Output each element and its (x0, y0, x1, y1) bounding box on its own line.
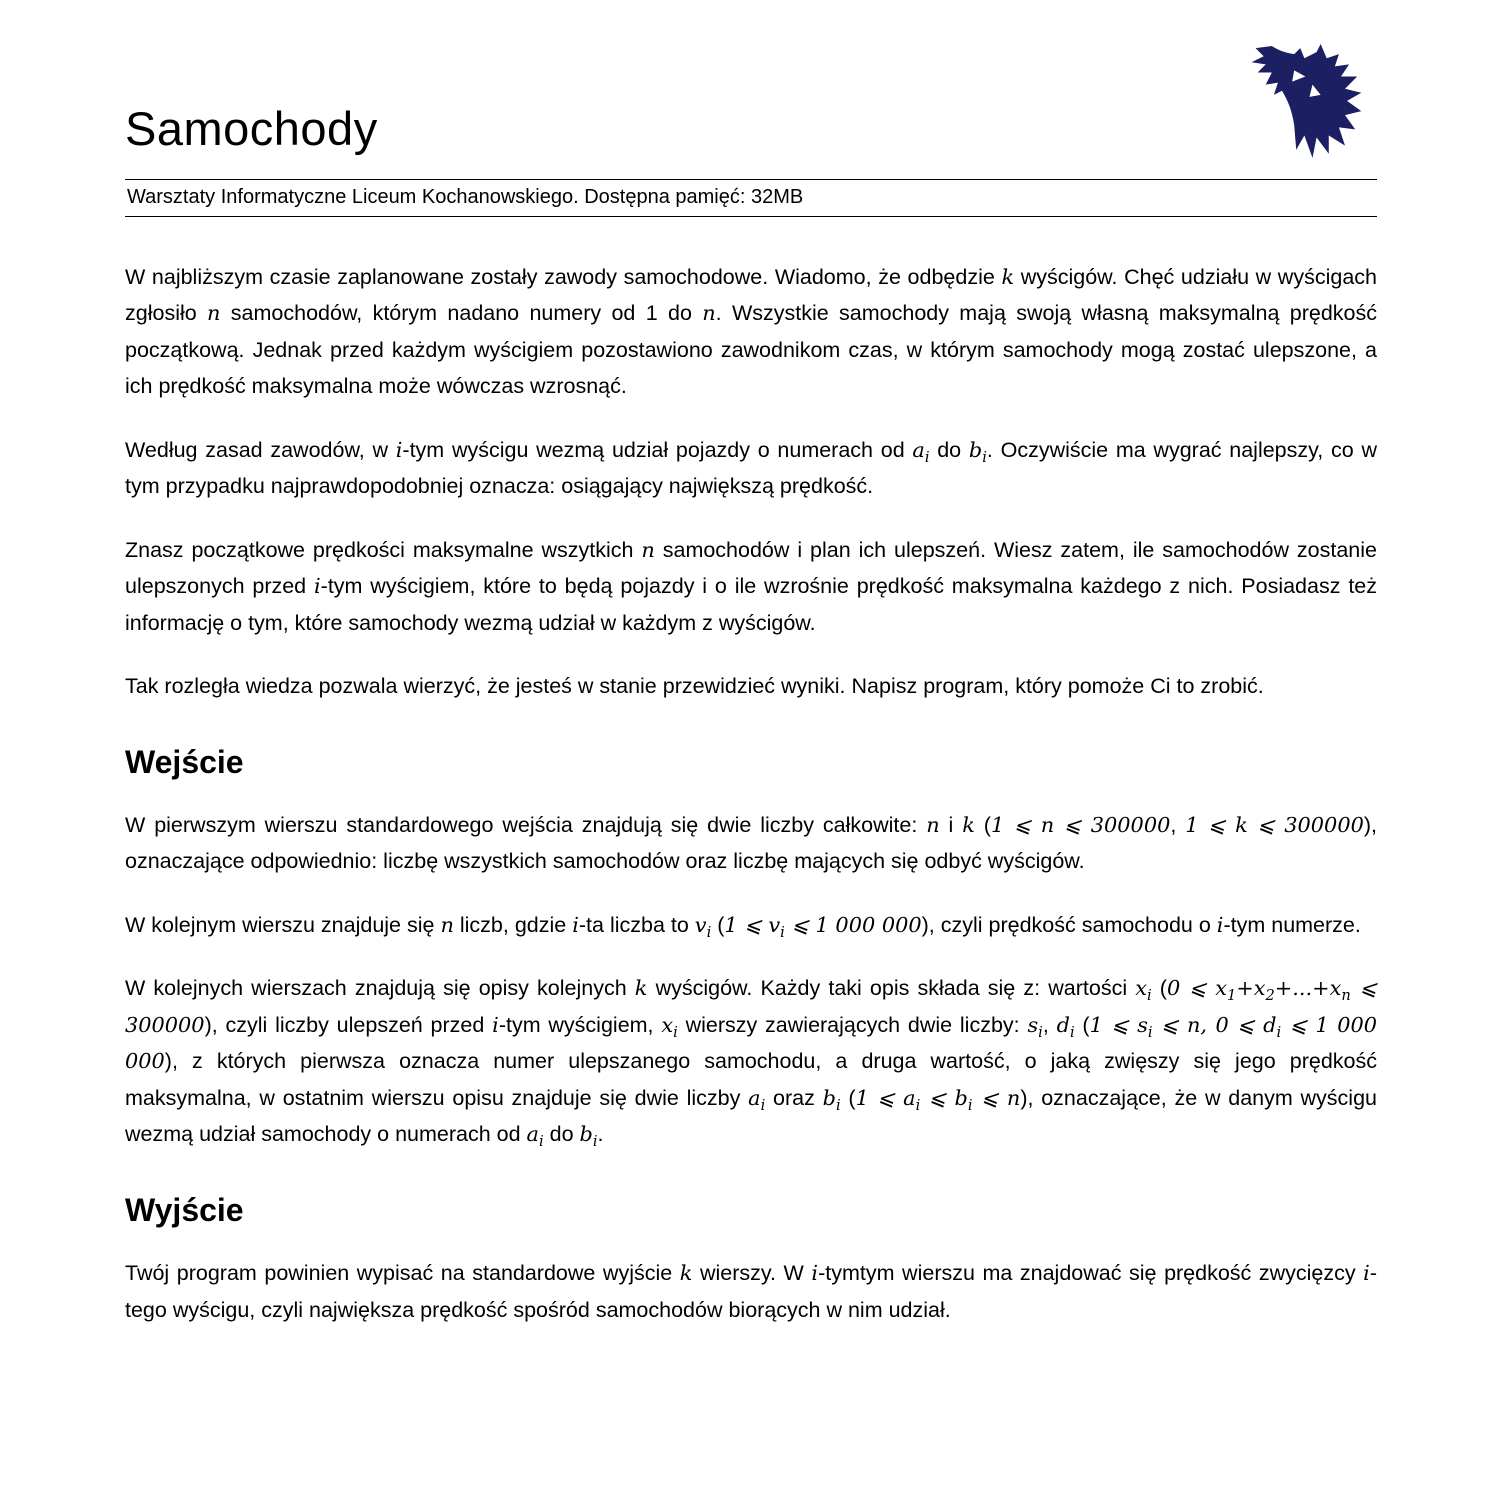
math-inline: 1 ⩽ $v_i$ ⩽ 1 000 000 (724, 912, 922, 942)
math-inline: i (811, 1261, 819, 1286)
document-subtitle: Warsztaty Informatyczne Liceum Kochanowskiego. Dostępna pamięć: 32MB (127, 185, 804, 208)
document-content (125, 0, 1377, 1355)
math-inline: $a_i$ (748, 1085, 766, 1115)
section-heading: Wejście (125, 743, 244, 780)
paragraph: Tak rozległa wiedza pozwala wierzyć, że jesteś w stanie przewidzieć wyniki. Napisz program, który pomoże Ci to zrobić. (125, 674, 1264, 699)
math-inline: n (926, 812, 940, 837)
math-inline: 1 ⩽ k ⩽ 300000 (1185, 812, 1364, 837)
page-title: Samochody (125, 102, 378, 155)
math-inline: n (641, 537, 655, 562)
section-heading: Wyjście (125, 1191, 244, 1228)
math-inline: $x_i$ (1135, 976, 1152, 1005)
math-inline: k (1001, 264, 1015, 289)
math-inline: i (395, 437, 403, 462)
paragraph: Twój program powinien wypisać na standardowe wyjście k wierszy. W i-tymtym wierszu ma znajdować się prędkość zwycięzcy i-tego wyścigu, czyli największa prędkość spośród samochodów biorących w nim udział. (125, 1261, 1378, 1322)
math-inline: $v_i$ (694, 912, 712, 942)
paragraph: Według zasad zawodów, w i-tym wyścigu wezmą udział pojazdy o numerach od $a_i$ do $b_i$. Oczywiście ma wygrać najlepszy, co w tym przypadku najprawdopodobniej oznacza: osiągający największą prędkość. (125, 437, 1377, 499)
math-inline: $b_i$ (968, 437, 987, 466)
paragraph: W kolejnym wierszu znajduje się n liczb, gdzie i-ta liczba to $v_i$ (1 ⩽ $v_i$ ⩽ 1 000 000), czyli prędkość samochodu o i-tym numerze. (125, 912, 1361, 942)
math-inline: $a_i$ (526, 1122, 544, 1151)
math-inline: $b_i$ (822, 1085, 841, 1115)
paragraph: W kolejnych wierszach znajdują się opisy kolejnych k wyścigów. Każdy taki opis składa się z: wartości $x_i$ (0 ⩽ $x_1+x_2+...+x_n$ ⩽ 300000), czyli liczby ulepszeń przed i-tym wyścigiem, $x_i$ wierszy zawierających dwie liczby: $s_i$, $d_i$ (1 ⩽ $s_i$ ⩽ n, 0 ⩽ $d_i$ ⩽ 1 000 000), z których pierwsza oznacza numer ulepszanego samochodu, a druga wartość, o jaką zwięszy się jego prędkość maksymalna, w ostatnim wierszu opisu znajduje się dwie liczby $a_i$ oraz $b_i$ (1 ⩽ $a_i$ ⩽ $b_i$ ⩽ n), oznaczające, że w danym wyścigu wezmą udział samochody o numerach od $a_i$ do $b_i$. (125, 976, 1378, 1151)
math-inline: k (634, 976, 648, 1001)
math-inline: $a_i$ (912, 437, 930, 466)
math-inline: n (207, 301, 221, 326)
math-inline: i (572, 912, 579, 937)
paragraph: W najbliższym czasie zaplanowane zostały zawody samochodowe. Wiadomo, że odbędzie k wyścigów. Chęć udziału w wyścigach zgłosiło n samochodów, którym nadano numery od 1 do n. Wszystkie samochody mają swoją własną maksymalną prędkość początkową. Jednak przed każdym wyścigiem pozostawiono zawodnikom czas, w którym samochody mogą zostać ulepszone, a ich prędkość maksymalna może wówczas wzrosnąć. (125, 264, 1377, 399)
math-inline: $x_i$ (661, 1012, 678, 1042)
math-inline: 1 ⩽ $s_i$ ⩽ n, 0 ⩽ $d_i$ ⩽ 1 000 000 (125, 1012, 1377, 1074)
header-band (125, 179, 1377, 217)
spacer (125, 217, 1377, 259)
math-inline: 1 ⩽ n ⩽ 300000 (990, 812, 1171, 837)
document-body (125, 259, 1377, 1328)
math-inline: $d_i$ (1056, 1012, 1075, 1042)
math-inline: i (1216, 912, 1224, 937)
math-inline: n (702, 301, 716, 326)
math-inline: $b_i$ (579, 1122, 598, 1151)
math-inline: k (962, 812, 975, 837)
math-inline: n (440, 912, 454, 937)
math-inline: 0 ⩽ $x_1+x_2+...+x_n$ ⩽ 300000 (125, 976, 1377, 1037)
paragraph: Znasz początkowe prędkości maksymalne wszytkich n samochodów i plan ich ulepszeń. Wiesz zatem, ile samochodów zostanie ulepszonych przed i-tym wyścigiem, które to będą pojazdy i o ile wzrośnie prędkość maksymalna każdego z nich. Posiadasz też informację o tym, które samochody wezmą udział w każdym z wyścigów. (125, 537, 1377, 635)
math-inline: i (313, 574, 321, 599)
paragraph: W pierwszym wierszu standardowego wejścia znajdują się dwie liczby całkowite: n i k (1 ⩽ n ⩽ 300000, 1 ⩽ k ⩽ 300000), oznaczające odpowiednio: liczbę wszystkich samochodów oraz liczbę mających się odbyć wyścigów. (125, 812, 1377, 874)
math-inline: i (1363, 1261, 1370, 1286)
math-inline: 1 ⩽ $a_i$ ⩽ $b_i$ ⩽ n (855, 1085, 1021, 1115)
math-inline: k (679, 1261, 693, 1286)
math-inline: i (492, 1012, 499, 1037)
math-inline: $s_i$ (1027, 1012, 1043, 1042)
